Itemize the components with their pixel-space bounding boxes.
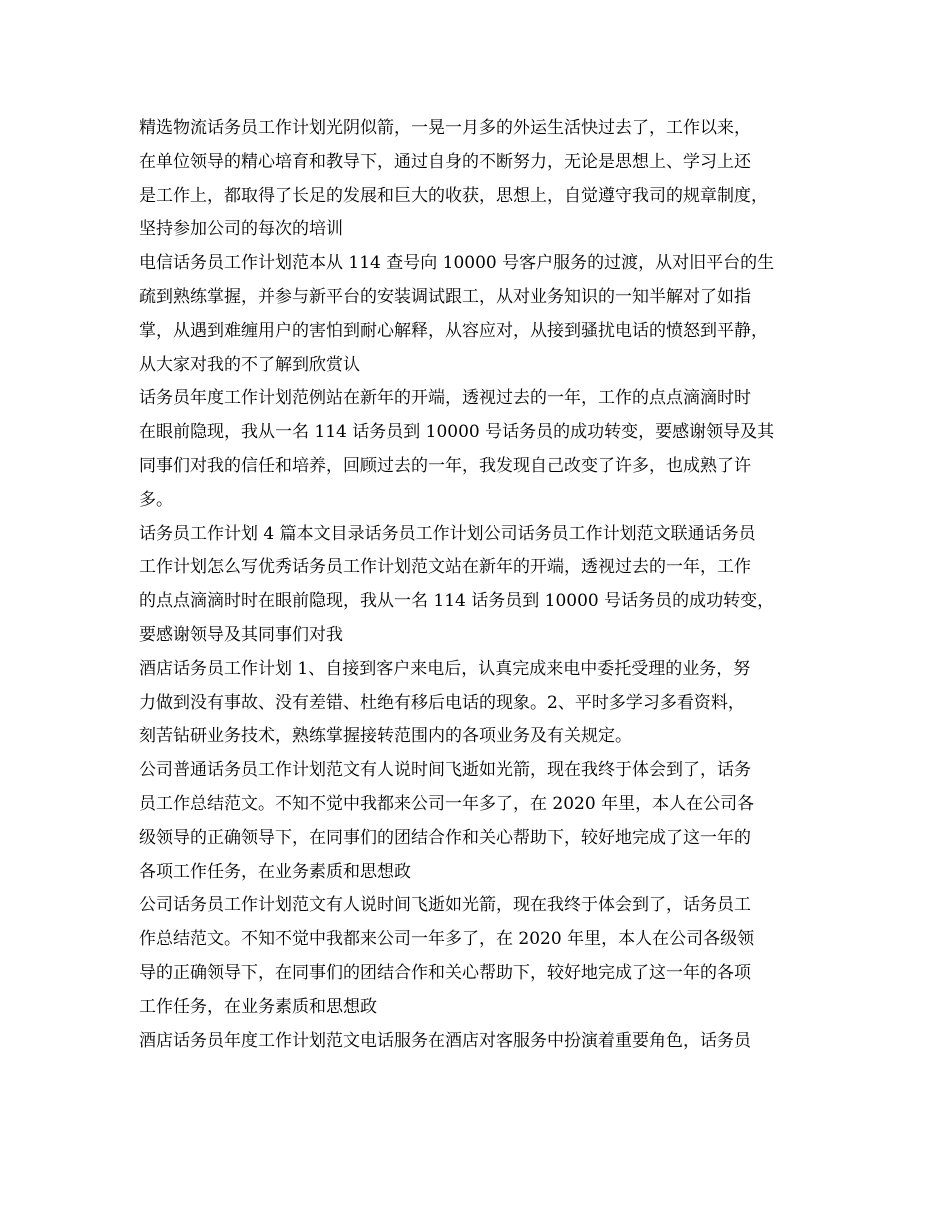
paragraph-annual-plan-example (139, 382, 819, 517)
text-line: 电信话务员工作计划范本从 114 查号向 10000 号客户服务的过渡，从对旧平台的生 (139, 253, 775, 274)
paragraph-telecom-plan (139, 247, 819, 382)
text-line: 多。 (139, 489, 173, 510)
text-line: 在眼前隐现，我从一名 114 话务员到 10000 号话务员的成功转变，要感谢领导及其 (139, 422, 775, 443)
text-line: 要感谢领导及其同事们对我 (139, 624, 343, 645)
text-line: 在单位领导的精心培育和教导下，通过自身的不断努力，无论是思想上、学习上还 (139, 151, 751, 172)
text-line: 从大家对我的不了解到欣赏认 (139, 354, 360, 375)
text-line: 话务员工作计划 4 篇本文目录话务员工作计划公司话务员工作计划范文联通话务员 (139, 523, 756, 544)
text-line: 导的正确领导下，在同事们的团结合作和关心帮助下，较好地完成了这一年的各项 (139, 962, 751, 983)
text-line: 坚持参加公司的每次的培训 (139, 219, 343, 240)
text-line: 疏到熟练掌握，并参与新平台的安装调试跟工，从对业务知识的一知半解对了如指 (139, 286, 751, 307)
text-line: 各项工作任务，在业务素质和思想政 (139, 861, 411, 882)
text-line: 同事们对我的信任和培养，回顾过去的一年，我发现自己改变了许多，也成熟了许 (139, 455, 751, 476)
document-body (139, 112, 819, 1058)
text-line: 精选物流话务员工作计划光阴似箭，一晃一月多的外运生活快过去了，工作以来， (139, 118, 751, 138)
text-line: 掌，从遇到难缠用户的害怕到耐心解释，从容应对，从接到骚扰电话的愤怒到平静， (139, 320, 768, 341)
text-line: 酒店话务员工作计划 1、自接到客户来电后，认真完成来电中委托受理的业务，努 (139, 658, 751, 679)
text-line: 力做到没有事故、没有差错、杜绝有移后电话的现象。2、平时多学习多看资料， (139, 692, 745, 713)
paragraph-hotel-plan (139, 653, 819, 754)
paragraph-company-plan (139, 889, 819, 1024)
text-line: 刻苦钻研业务技术，熟练掌握接转范围内的各项业务及有关规定。 (139, 726, 632, 747)
text-line: 的点点滴滴时时在眼前隐现，我从一名 114 话务员到 10000 号话务员的成功转变， (139, 591, 775, 612)
text-line: 话务员年度工作计划范例站在新年的开端，透视过去的一年，工作的点点滴滴时时 (139, 388, 751, 409)
paragraph-logistics-plan (139, 112, 819, 247)
text-line: 是工作上，都取得了长足的发展和巨大的收获，思想上，自觉遵守我司的规章制度， (139, 185, 768, 206)
text-line: 酒店话务员年度工作计划范文电话服务在酒店对客服务中扮演着重要角色，话务员 (139, 1030, 751, 1051)
text-line: 级领导的正确领导下，在同事们的团结合作和关心帮助下，较好地完成了这一年的 (139, 827, 751, 848)
text-line: 作总结范文。不知不觉中我都来公司一年多了，在 2020 年里，本人在公司各级领 (139, 929, 755, 950)
paragraph-company-general-plan (139, 754, 819, 889)
text-line: 工作任务，在业务素质和思想政 (139, 996, 377, 1017)
paragraph-four-plans (139, 518, 819, 653)
text-line: 公司普通话务员工作计划范文有人说时间飞逝如光箭，现在我终于体会到了，话务 (139, 760, 751, 781)
paragraph-hotel-annual-plan (139, 1025, 819, 1059)
text-line: 公司话务员工作计划范文有人说时间飞逝如光箭，现在我终于体会到了，话务员工 (139, 895, 751, 916)
text-line: 工作计划怎么写优秀话务员工作计划范文站在新年的开端，透视过去的一年，工作 (139, 557, 751, 578)
text-line: 员工作总结范文。不知不觉中我都来公司一年多了，在 2020 年里，本人在公司各 (139, 793, 755, 814)
